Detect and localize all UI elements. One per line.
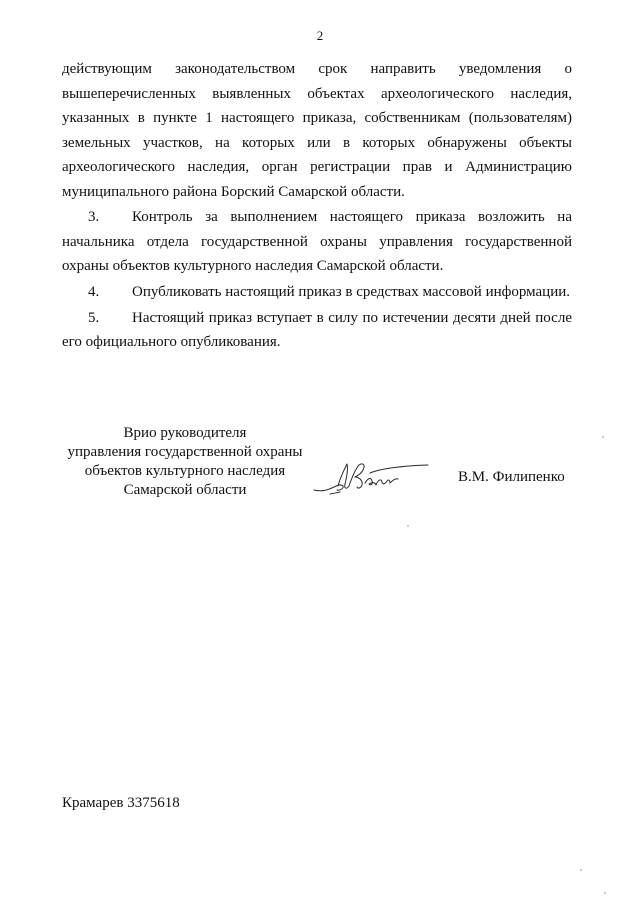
scan-speck: [604, 892, 606, 894]
paragraph-4: [62, 280, 572, 305]
scan-speck: [580, 869, 582, 871]
handwritten-signature: [310, 456, 435, 504]
paragraph-5: [62, 306, 572, 355]
paragraph-number: 4.: [88, 283, 100, 300]
executor-info: Крамарев 3375618: [62, 795, 180, 811]
paragraph-3: [62, 205, 572, 279]
paragraph-text: Контроль за выполнением настоящего приказа возложить на начальника отдела государственной охраны управления государственной охраны объектов культурного наследия Самарской области.: [62, 208, 572, 275]
order-body-text: [62, 57, 572, 355]
paragraph-number: 5.: [88, 309, 100, 326]
paragraph-number: 3.: [88, 208, 100, 225]
paragraph-text: Настоящий приказ вступает в силу по истечении десяти дней после его официального опубликования.: [62, 309, 572, 351]
position-line: управления государственной охраны: [67, 444, 303, 460]
page-number: 2: [316, 28, 324, 43]
signatory-name: В.М. Филипенко: [458, 469, 565, 485]
position-line: Врио руководителя: [123, 425, 247, 441]
scan-speck: [407, 525, 409, 527]
paragraph-2-continuation: [62, 57, 572, 205]
paragraph-text: Опубликовать настоящий приказ в средствах массовой информации.: [132, 283, 571, 300]
signatory-position: [50, 424, 320, 500]
paragraph-text: действующим законодательством срок направить уведомления о вышеперечисленных выявленных объектах археологического наследия, указанных в пункте 1 настоящего приказа, собственникам (пользователям) земельных участков, на которых или в которых обнаружены объекты археологического наследия, орган регистрации прав и Администрацию муниципального района Борский Самарской области.: [62, 61, 572, 200]
position-line: объектов культурного наследия: [84, 463, 286, 479]
scan-speck: [602, 436, 604, 438]
position-line: Самарской области: [123, 482, 247, 498]
